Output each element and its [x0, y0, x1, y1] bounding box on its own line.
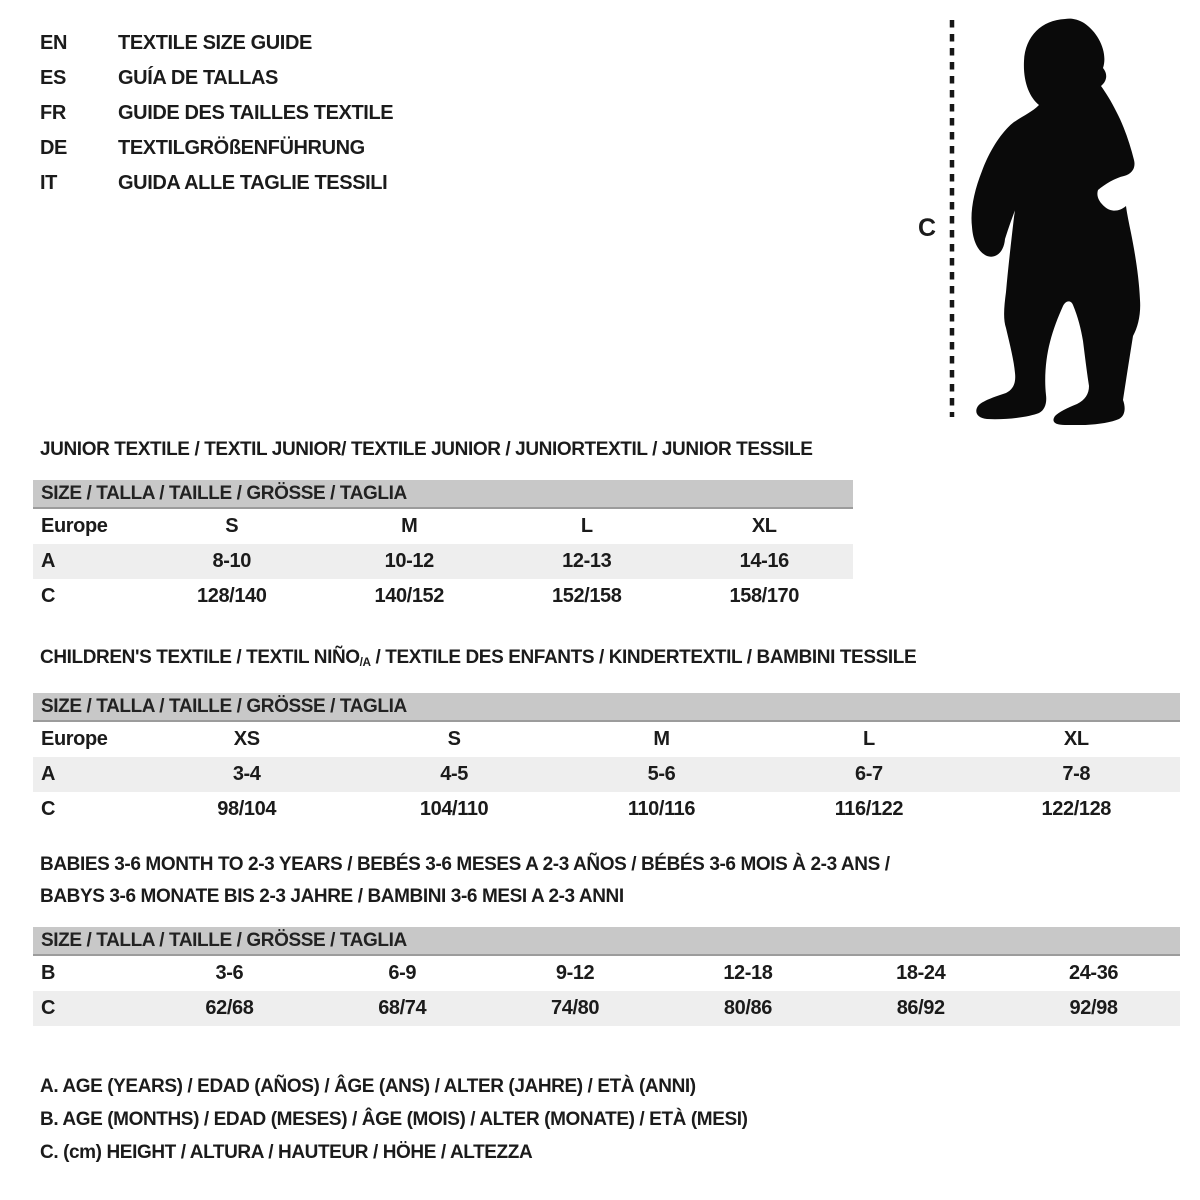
babies-section-title: [40, 849, 1180, 913]
table-size-header: SIZE / TALLA / TAILLE / GRÖSSE / TAGLIA: [33, 693, 1180, 722]
size-value: XS: [233, 727, 260, 750]
section-title-line: [40, 642, 1180, 679]
size-value: 116/122: [834, 797, 904, 820]
size-value: 14-16: [739, 550, 789, 572]
table-row-a: [33, 757, 1180, 792]
title-text: BABYS 3-6 MONATE BIS 2-3 JAHRE / BAMBINI 3-6 MESI A 2-3 ANNI: [40, 886, 624, 907]
size-value: 3-4: [232, 762, 261, 785]
size-value: 18-24: [896, 962, 946, 984]
babies-size-table: [33, 927, 1180, 1026]
row-label: C: [41, 797, 56, 820]
size-value: XL: [1063, 727, 1089, 750]
size-value: 152/158: [552, 585, 622, 607]
table-row-c: [33, 792, 1180, 827]
size-value: 122/128: [1041, 797, 1112, 820]
size-value: 9-12: [555, 962, 595, 984]
section-title-line: [40, 849, 1180, 881]
title-text: BABIES 3-6 MONTH TO 2-3 YEARS / BEBÉS 3-6 MESES A 2-3 AÑOS / BÉBÉS 3-6 MOIS À 2-3 ANS /: [40, 854, 890, 875]
language-title-list: [40, 26, 393, 201]
guide-title: TEXTILE SIZE GUIDE: [118, 32, 312, 54]
childrens-section-title: [40, 642, 1180, 679]
size-value: 68/74: [378, 997, 427, 1019]
language-code: DE: [40, 137, 67, 159]
size-value: 8-10: [212, 550, 251, 572]
size-value: S: [225, 515, 239, 537]
size-value: 12-18: [723, 962, 773, 984]
title-text: CHILDREN'S TEXTILE / TEXTIL NIÑO: [40, 647, 360, 668]
size-value: 4-5: [440, 762, 468, 785]
subscript-text: /A: [359, 655, 371, 669]
table-row-b: [33, 956, 1180, 991]
size-value: 80/86: [723, 997, 772, 1019]
language-row: [40, 96, 393, 131]
title-text: JUNIOR TEXTILE / TEXTIL JUNIOR/ TEXTILE JUNIOR / JUNIORTEXTIL / JUNIOR TESSILE: [40, 439, 813, 460]
guide-title: TEXTILGRÖßENFÜHRUNG: [118, 137, 365, 159]
section-title-line: [40, 881, 1180, 913]
size-value: 7-8: [1062, 762, 1091, 785]
size-value: 104/110: [419, 797, 489, 820]
size-value: S: [447, 727, 461, 750]
legend-line: B. AGE (MONTHS) / EDAD (MESES) / ÂGE (MOIS) / ALTER (MONATE) / ETÀ (MESI): [40, 1109, 748, 1130]
size-value: 158/170: [729, 585, 799, 607]
table-row-europe: [33, 722, 1180, 757]
height-measure-label: C: [918, 214, 937, 242]
row-label: Europe: [41, 727, 108, 750]
size-value: 86/92: [896, 997, 945, 1019]
size-value: L: [580, 515, 593, 537]
row-label: A: [41, 762, 56, 785]
size-value: 5-6: [647, 762, 676, 785]
measure-legend: [40, 1070, 748, 1169]
size-value: 140/152: [374, 585, 444, 607]
table-row-europe: [33, 509, 853, 544]
table-row-c: [33, 991, 1180, 1026]
size-value: 12-13: [562, 550, 612, 572]
guide-title: GUIDE DES TAILLES TEXTILE: [118, 102, 394, 124]
language-row: [40, 131, 393, 166]
row-label: B: [41, 962, 56, 984]
size-value: 10-12: [384, 550, 434, 572]
toddler-silhouette-shape: [971, 19, 1140, 425]
language-row: [40, 26, 393, 61]
language-row: [40, 166, 393, 201]
size-value: M: [401, 515, 418, 537]
size-value: 74/80: [551, 997, 600, 1019]
table-size-header: SIZE / TALLA / TAILLE / GRÖSSE / TAGLIA: [33, 927, 1180, 956]
language-code: ES: [40, 67, 66, 89]
size-value: 6-7: [855, 762, 883, 785]
size-value: 62/68: [205, 997, 254, 1019]
junior-textile-section: [33, 434, 853, 614]
junior-size-table: [33, 480, 853, 614]
size-value: 3-6: [215, 962, 244, 984]
size-value: 6-9: [388, 962, 417, 984]
table-row-c: [33, 579, 853, 614]
size-value: 98/104: [217, 797, 277, 820]
junior-section-title: [40, 434, 853, 466]
guide-title: GUIDA ALLE TAGLIE TESSILI: [118, 172, 388, 194]
size-value: 92/98: [1069, 997, 1118, 1019]
row-label: A: [41, 550, 56, 572]
size-value: 110/116: [627, 797, 696, 820]
section-title-line: [40, 434, 853, 466]
size-value: XL: [751, 515, 777, 537]
size-value: L: [862, 727, 875, 750]
childrens-textile-section: [33, 642, 1180, 827]
toddler-silhouette-icon: [915, 5, 1155, 425]
legend-line: A. AGE (YEARS) / EDAD (AÑOS) / ÂGE (ANS) / ALTER (JAHRE) / ETÀ (ANNI): [40, 1076, 696, 1097]
row-label: C: [41, 997, 56, 1019]
size-value: 128/140: [197, 585, 267, 607]
language-row: [40, 61, 393, 96]
row-label: Europe: [41, 515, 108, 537]
legend-line: C. (cm) HEIGHT / ALTURA / HAUTEUR / HÖHE / ALTEZZA: [40, 1142, 533, 1163]
table-size-header: SIZE / TALLA / TAILLE / GRÖSSE / TAGLIA: [33, 480, 853, 509]
language-code: EN: [40, 32, 67, 54]
language-code: IT: [40, 172, 57, 194]
table-row-a: [33, 544, 853, 579]
babies-textile-section: [33, 849, 1180, 1026]
guide-title: GUÍA DE TALLAS: [118, 67, 278, 89]
language-code: FR: [40, 102, 66, 124]
childrens-size-table: [33, 693, 1180, 827]
title-text: / TEXTILE DES ENFANTS / KINDERTEXTIL / BAMBINI TESSILE: [370, 647, 917, 668]
size-value: 24-36: [1068, 962, 1119, 984]
size-value: M: [653, 727, 670, 750]
row-label: C: [41, 585, 56, 607]
